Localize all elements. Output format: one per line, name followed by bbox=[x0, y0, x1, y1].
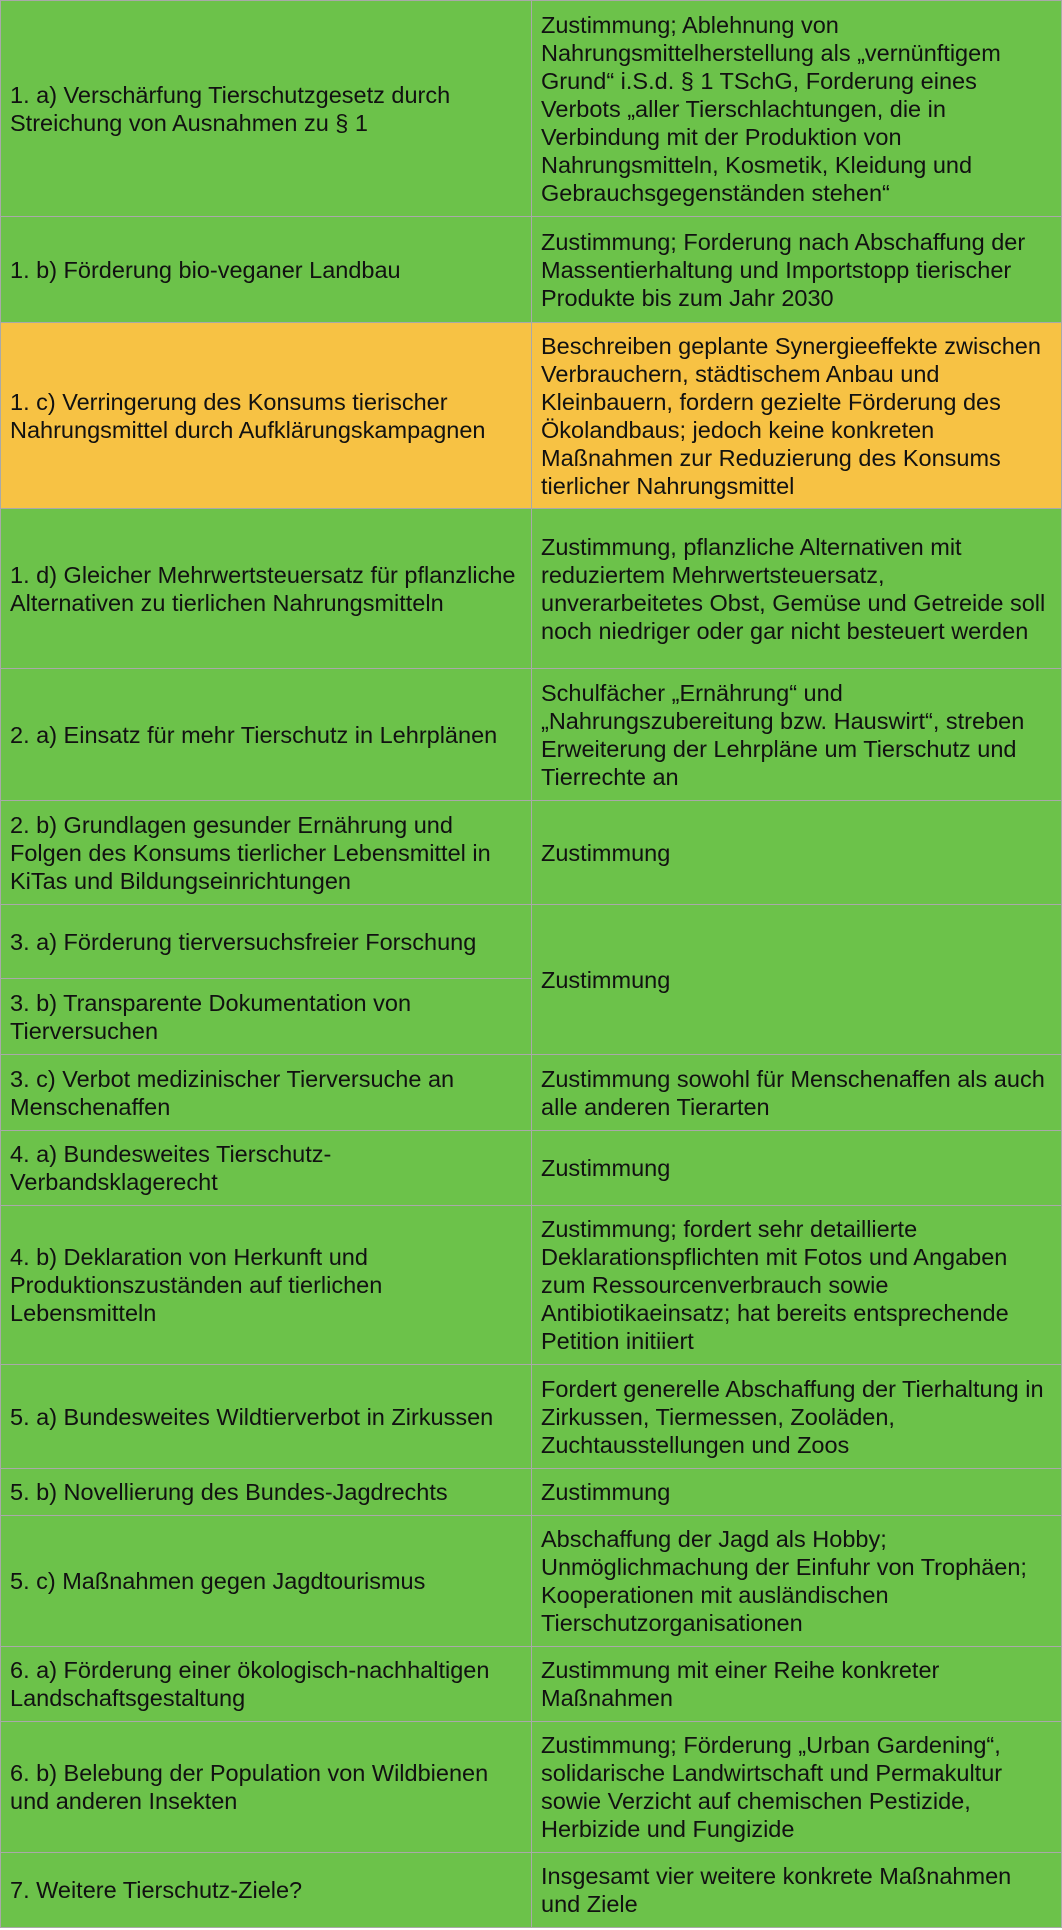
table-row bbox=[1, 1647, 1062, 1722]
table-row bbox=[1, 1853, 1062, 1928]
assessment-cell: Zustimmung; Förderung „Urban Gardening“, solidarische Landwirtschaft und Permakultur sowie Verzicht auf chemischen Pestizide, Herbizide und Fungizide bbox=[532, 1722, 1062, 1853]
assessment-cell: Fordert generelle Abschaffung der Tierhaltung in Zirkussen, Tiermessen, Zooläden, Zuchtausstellungen und Zoos bbox=[532, 1365, 1062, 1469]
assessment-cell: Insgesamt vier weitere konkrete Maßnahmen und Ziele bbox=[532, 1853, 1062, 1928]
table-row bbox=[1, 669, 1062, 801]
goal-cell: 5. c) Maßnahmen gegen Jagdtourismus bbox=[1, 1516, 532, 1647]
goal-cell: 1. d) Gleicher Mehrwertsteuersatz für pflanzliche Alternativen zu tierlichen Nahrungsmitteln bbox=[1, 509, 532, 669]
table-row bbox=[1, 1206, 1062, 1365]
goal-cell: 5. a) Bundesweites Wildtierverbot in Zirkussen bbox=[1, 1365, 532, 1469]
assessment-cell: Zustimmung sowohl für Menschenaffen als auch alle anderen Tierarten bbox=[532, 1055, 1062, 1131]
table-row bbox=[1, 1131, 1062, 1206]
assessment-cell: Abschaffung der Jagd als Hobby; Unmöglichmachung der Einfuhr von Trophäen; Kooperationen mit ausländischen Tierschutzorganisationen bbox=[532, 1516, 1062, 1647]
assessment-cell: Zustimmung bbox=[532, 1469, 1062, 1516]
table-row bbox=[1, 1, 1062, 217]
goal-cell: 3. a) Förderung tierversuchsfreier Forschung bbox=[1, 905, 532, 979]
assessment-cell: Beschreiben geplante Synergieeffekte zwischen Verbrauchern, städtischem Anbau und Kleinbauern, fordern gezielte Förderung des Ökolandbaus; jedoch keine konkreten Maßnahmen zur Reduzierung des Konsums tierlicher Nahrungsmittel bbox=[532, 323, 1062, 509]
table-row bbox=[1, 1365, 1062, 1469]
goal-cell: 4. b) Deklaration von Herkunft und Produktionszuständen auf tierlichen Lebensmitteln bbox=[1, 1206, 532, 1365]
goal-cell: 6. b) Belebung der Population von Wildbienen und anderen Insekten bbox=[1, 1722, 532, 1853]
goal-cell: 1. c) Verringerung des Konsums tierischer Nahrungsmittel durch Aufklärungskampagnen bbox=[1, 323, 532, 509]
assessment-cell: Schulfächer „Ernährung“ und „Nahrungszubereitung bzw. Hauswirt“, streben Erweiterung der Lehrpläne um Tierschutz und Tierrechte an bbox=[532, 669, 1062, 801]
goal-cell: 1. a) Verschärfung Tierschutzgesetz durch Streichung von Ausnahmen zu § 1 bbox=[1, 1, 532, 217]
goal-cell: 1. b) Förderung bio-veganer Landbau bbox=[1, 217, 532, 323]
table-row bbox=[1, 1516, 1062, 1647]
goal-cell: 2. a) Einsatz für mehr Tierschutz in Lehrplänen bbox=[1, 669, 532, 801]
goal-cell: 7. Weitere Tierschutz-Ziele? bbox=[1, 1853, 532, 1928]
goal-cell: 3. b) Transparente Dokumentation von Tierversuchen bbox=[1, 979, 532, 1055]
table-row bbox=[1, 217, 1062, 323]
table-row bbox=[1, 1469, 1062, 1516]
goal-cell: 3. c) Verbot medizinischer Tierversuche an Menschenaffen bbox=[1, 1055, 532, 1131]
assessment-cell: Zustimmung; Ablehnung von Nahrungsmittelherstellung als „vernünftigem Grund“ i.S.d. § 1 TSchG, Forderung eines Verbots „aller Tierschlachtungen, die in Verbindung mit der Produktion von Nahrungsmitteln, Kosmetik, Kleidung und Gebrauchsgegenständen stehen“ bbox=[532, 1, 1062, 217]
assessment-cell: Zustimmung, pflanzliche Alternativen mit reduziertem Mehrwertsteuersatz, unverarbeitetes Obst, Gemüse und Getreide soll noch niedriger oder gar nicht besteuert werden bbox=[532, 509, 1062, 669]
goal-cell: 4. a) Bundesweites Tierschutz-Verbandsklagerecht bbox=[1, 1131, 532, 1206]
table-row bbox=[1, 801, 1062, 905]
assessment-cell: Zustimmung bbox=[532, 905, 1062, 1055]
assessment-cell: Zustimmung; Forderung nach Abschaffung der Massentierhaltung und Importstopp tierischer Produkte bis zum Jahr 2030 bbox=[532, 217, 1062, 323]
goal-cell: 5. b) Novellierung des Bundes-Jagdrechts bbox=[1, 1469, 532, 1516]
table-row bbox=[1, 905, 1062, 979]
assessment-cell: Zustimmung bbox=[532, 801, 1062, 905]
table-row bbox=[1, 323, 1062, 509]
goal-cell: 2. b) Grundlagen gesunder Ernährung und Folgen des Konsums tierlicher Lebensmittel in KiTas und Bildungseinrichtungen bbox=[1, 801, 532, 905]
assessment-cell: Zustimmung bbox=[532, 1131, 1062, 1206]
assessment-cell: Zustimmung mit einer Reihe konkreter Maßnahmen bbox=[532, 1647, 1062, 1722]
assessment-cell: Zustimmung; fordert sehr detaillierte Deklarationspflichten mit Fotos und Angaben zum Ressourcenverbrauch sowie Antibiotikaeinsatz; hat bereits entsprechende Petition initiiert bbox=[532, 1206, 1062, 1365]
table-row bbox=[1, 509, 1062, 669]
goal-cell: 6. a) Förderung einer ökologisch-nachhaltigen Landschaftsgestaltung bbox=[1, 1647, 532, 1722]
table-row bbox=[1, 1722, 1062, 1853]
table-row bbox=[1, 1055, 1062, 1131]
